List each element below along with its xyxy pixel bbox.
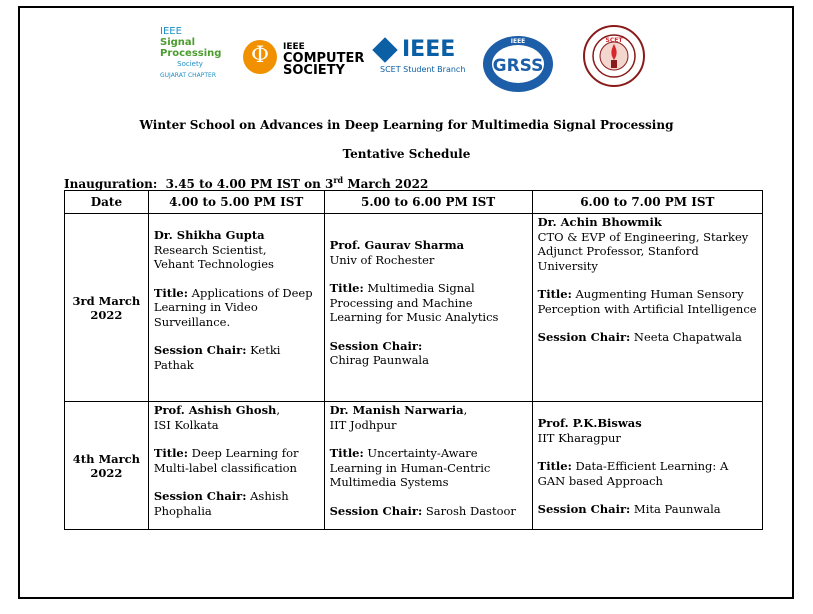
- session-cell: Dr. Manish Narwaria, IIT Jodhpur Title: Uncertainty-Aware Learning in Human-Centric Multimedia Systems Session Chair: Sarosh Dastoor: [324, 402, 532, 530]
- session-chair: Session Chair: Mita Paunwala: [537, 502, 721, 516]
- svg-text:GRSS: GRSS: [492, 56, 544, 76]
- speaker-name: Prof. Gaurav Sharma: [329, 238, 465, 252]
- grss-logo: [481, 34, 555, 98]
- session-chair: Session Chair: Neeta Chapatwala: [537, 330, 742, 344]
- speaker-name: Prof. P.K.Biswas: [537, 416, 642, 430]
- header-slot-1: 4.00 to 5.00 PM IST: [148, 191, 324, 214]
- session-cell: Prof. Gaurav Sharma Univ of Rochester Title: Multimedia Signal Processing and Machine Learning for Music Analytics Session Chair: Chirag Paunwala: [324, 214, 532, 402]
- speaker-name: Dr. Shikha Gupta: [153, 228, 265, 242]
- speaker-name: Dr. Achin Bhowmik: [537, 215, 662, 229]
- logo-strip: IEEE Signal Processing Society GUJARAT CHAPTER Φ IEEE COMPUTER SOCIETY IEEE SCET Student Branch GRSS IEEE SCET: [0, 18, 813, 88]
- session-chair: Session Chair:: [329, 338, 423, 353]
- header-slot-3: 6.00 to 7.00 PM IST: [532, 191, 762, 214]
- inauguration-line: Inauguration: 3.45 to 4.00 PM IST on 3rd March 2022: [64, 175, 429, 191]
- session-cell: Dr. Shikha Gupta Research Scientist, Vehant Technologies Title: Applications of Deep Learning in Video Surveillance. Session Chair: Ketki Pathak: [148, 214, 324, 402]
- session-chair: Session Chair: Sarosh Dastoor: [329, 503, 516, 518]
- svg-text:IEEE: IEEE: [510, 38, 526, 45]
- table-row: [65, 402, 763, 530]
- talk-title: Title: Augmenting Human Sensory Perception with Artificial Intelligence: [537, 287, 757, 316]
- talk-title: Title: Uncertainty-Aware Learning in Human-Centric Multimedia Systems: [329, 446, 491, 489]
- speaker-name: Prof. Ashish Ghosh,: [153, 403, 281, 417]
- session-cell: Dr. Achin Bhowmik CTO & EVP of Engineering, Starkey Adjunct Professor, Stanford University Title: Augmenting Human Sensory Perception with Artificial Intelligence Session Chair: Neeta Chapatwala: [532, 214, 762, 402]
- speaker-name: Dr. Manish Narwaria,: [329, 403, 468, 417]
- session-chair: Session Chair: Ashish Phophalia: [153, 489, 289, 518]
- scet-seal-logo: [582, 24, 646, 92]
- date-cell: 3rd March 2022: [65, 214, 149, 402]
- date-cell: 4th March 2022: [65, 402, 149, 530]
- talk-title: Title: Deep Learning for Multi-label classification: [153, 446, 299, 475]
- ieee-diamond-icon: [372, 37, 397, 62]
- header-slot-2: 5.00 to 6.00 PM IST: [324, 191, 532, 214]
- table-row: [65, 214, 763, 402]
- document-subtitle: Tentative Schedule: [342, 147, 471, 161]
- document-title: Winter School on Advances in Deep Learning for Multimedia Signal Processing: [139, 118, 674, 132]
- table-header-row: [65, 191, 763, 214]
- schedule-table: [64, 190, 763, 530]
- session-chair: Session Chair: Ketki Pathak: [153, 343, 281, 372]
- talk-title: Title: Multimedia Signal Processing and Machine Learning for Music Analytics: [329, 281, 499, 324]
- phi-icon: Φ: [243, 40, 277, 74]
- header-date: Date: [65, 191, 149, 214]
- ieee-sps-logo: IEEE Signal Processing Society GUJARAT CHAPTER: [160, 26, 222, 79]
- session-cell: Prof. Ashish Ghosh, ISI Kolkata Title: Deep Learning for Multi-label classification Session Chair: Ashish Phophalia: [148, 402, 324, 530]
- svg-text:SCET: SCET: [605, 37, 623, 44]
- talk-title: Title: Data-Efficient Learning: A GAN based Approach: [537, 459, 729, 488]
- session-cell: Prof. P.K.Biswas IIT Kharagpur Title: Data-Efficient Learning: A GAN based Approach Session Chair: Mita Paunwala: [532, 402, 762, 530]
- talk-title: Title: Applications of Deep Learning in Video Surveillance.: [153, 285, 313, 329]
